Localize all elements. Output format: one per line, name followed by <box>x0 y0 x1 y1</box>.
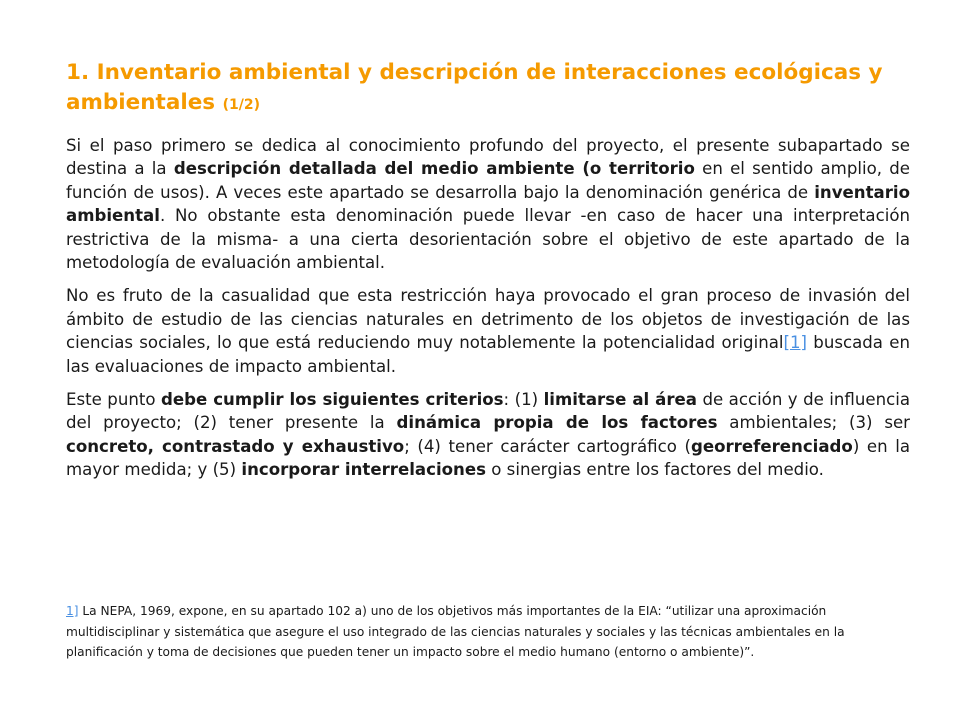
paragraph-1 <box>66 134 910 274</box>
p1-bold-2: inventario ambiental <box>66 182 910 226</box>
p3-bold-3: dinámica propia de los factores <box>396 413 718 433</box>
p3-text-3: de acción y de influencia del proyecto; (2) tener presente la <box>66 390 910 433</box>
p3-bold-2: limitarse al área <box>543 390 697 410</box>
body-text <box>66 134 910 492</box>
p3-text-2: : (1) <box>503 390 544 410</box>
p3-text-4: ambientales; (3) ser <box>717 413 910 433</box>
p3-bold-6: incorporar interrelaciones <box>241 460 486 480</box>
p3-text-7: o sinergias entre los factores del medio. <box>485 460 824 480</box>
title-part-indicator: (1/2) <box>222 97 260 113</box>
p3-text-6: ) en la mayor medida; y (5) <box>66 436 910 480</box>
p3-text-1: Este punto <box>66 390 161 410</box>
paragraph-3 <box>66 388 910 482</box>
title-text: 1. Inventario ambiental y descripción de interacciones ecológicas y ambientales <box>66 60 883 115</box>
p1-text-3: . No obstante esta denominación puede llevar -en caso de hacer una interpretación restrictiva de la misma- a una cierta desorientación sobre el objetivo de este apartado de la metodología de evaluación ambiental. <box>66 206 910 273</box>
p3-bold-4: concreto, contrastado y exhaustivo <box>66 436 405 456</box>
footnote-reference-link[interactable]: [1] <box>783 333 808 353</box>
footnote-backlink[interactable]: 1] <box>66 604 79 618</box>
p3-bold-1: debe cumplir los siguientes criterios <box>160 390 504 410</box>
p1-bold-1: descripción detallada del medio ambiente (o territorio <box>173 159 695 179</box>
p2-text-1: No es fruto de la casualidad que esta restricción haya provocado el gran proceso de invasión del ámbito de estudio de las ciencias naturales en detrimento de los objetos de investigación de las ciencias sociales, lo que está reduciendo muy notablemente la potencialidad original <box>66 286 910 353</box>
footnote-text: La NEPA, 1969, expone, en su apartado 102 a) uno de los objetivos más importantes de la EIA: “utilizar una aproximación multidisciplinar y sistemática que asegure el uso integrado de las ciencias naturales y sociales y las técnicas ambientales en la planificación y toma de decisiones que pueden tener un impacto sobre el medio humano (entorno o ambiente)”. <box>66 604 845 659</box>
p1-text-1: Si el paso primero se dedica al conocimiento profundo del proyecto, el presente subapartado se destina a la <box>66 136 910 179</box>
page-title <box>66 58 906 120</box>
p2-text-2: buscada en las evaluaciones de impacto ambiental. <box>66 333 910 376</box>
p3-text-5: ; (4) tener carácter cartográfico ( <box>404 436 691 456</box>
p3-bold-5: georreferenciado <box>690 436 853 456</box>
paragraph-2 <box>66 284 910 378</box>
p1-text-2: en el sentido amplio, de función de usos). A veces este apartado se desarrolla bajo la denominación genérica de <box>66 159 910 202</box>
footnote <box>66 601 902 663</box>
